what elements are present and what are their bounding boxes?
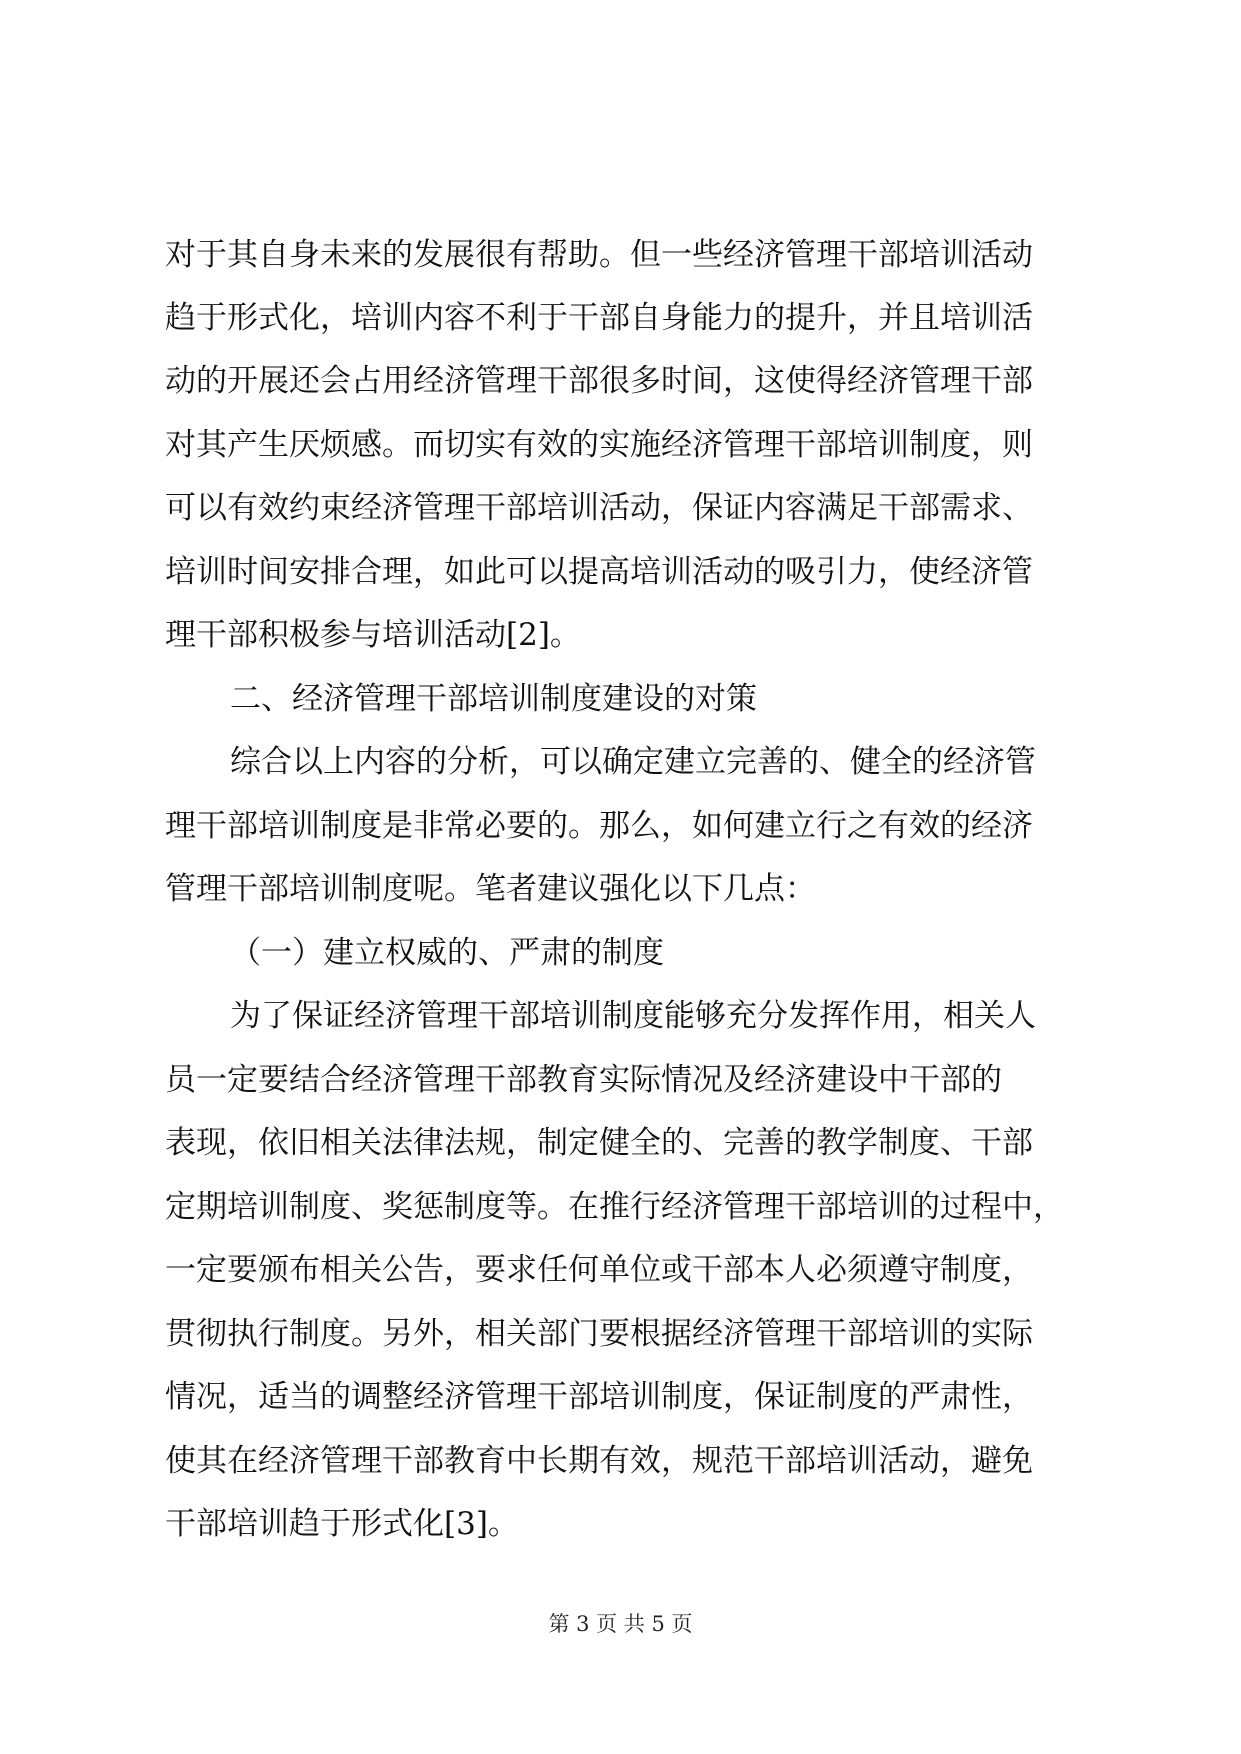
- paragraph-line-6: 培训时间安排合理，如此可以提高培训活动的吸引力，使经济管: [165, 554, 1033, 590]
- paragraph-line-11: 为了保证经济管理干部培训制度能够充分发挥作用，相关人: [230, 998, 1036, 1034]
- paragraph-line-10: 管理干部培训制度呢。笔者建议强化以下几点：: [165, 871, 816, 907]
- paragraph-line-17: 情况，适当的调整经济管理干部培训制度，保证制度的严肃性，: [165, 1379, 1033, 1415]
- paragraph-line-1: 对于其自身未来的发展很有帮助。但一些经济管理干部培训活动: [165, 237, 1033, 273]
- paragraph-line-3: 动的开展还会占用经济管理干部很多时间，这使得经济管理干部: [165, 363, 1033, 399]
- page-number-footer: 第 3 页 共 5 页: [548, 1612, 693, 1636]
- paragraph-line-15: 一定要颁布相关公告，要求任何单位或干部本人必须遵守制度，: [165, 1252, 1033, 1288]
- subsection-heading: （一）建立权威的、严肃的制度: [230, 935, 664, 971]
- paragraph-line-2: 趋于形式化，培训内容不利于干部自身能力的提升，并且培训活: [165, 300, 1033, 336]
- paragraph-line-4: 对其产生厌烦感。而切实有效的实施经济管理干部培训制度，则: [165, 427, 1033, 463]
- paragraph-line-12: 员一定要结合经济管理干部教育实际情况及经济建设中干部的: [165, 1062, 1002, 1098]
- paragraph-line-18: 使其在经济管理干部教育中长期有效，规范干部培训活动，避免: [165, 1443, 1033, 1479]
- paragraph-line-14: 定期培训制度、奖惩制度等。在推行经济管理干部培训的过程中，: [165, 1189, 1064, 1225]
- section-heading: 二、经济管理干部培训制度建设的对策: [230, 681, 757, 717]
- paragraph-line-19: 干部培训趋于形式化[3]。: [165, 1506, 519, 1542]
- paragraph-line-8: 综合以上内容的分析，可以确定建立完善的、健全的经济管: [230, 744, 1036, 780]
- paragraph-line-9: 理干部培训制度是非常必要的。那么，如何建立行之有效的经济: [165, 808, 1033, 844]
- paragraph-line-7: 理干部积极参与培训活动[2]。: [165, 617, 581, 653]
- paragraph-line-13: 表现，依旧相关法律法规，制定健全的、完善的教学制度、干部: [165, 1125, 1033, 1161]
- paragraph-line-5: 可以有效约束经济管理干部培训活动，保证内容满足干部需求、: [165, 490, 1033, 526]
- paragraph-line-16: 贯彻执行制度。另外，相关部门要根据经济管理干部培训的实际: [165, 1316, 1033, 1352]
